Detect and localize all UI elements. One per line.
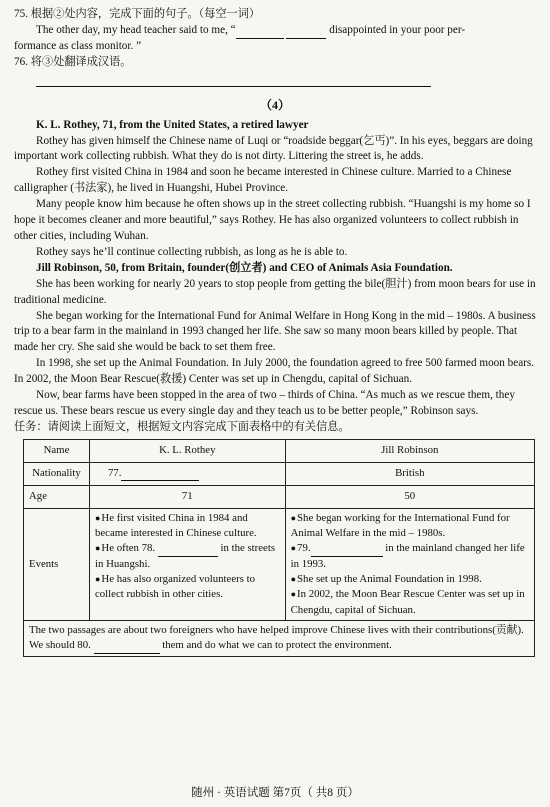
robinson-event-4: ● In 2002, the Moon Bear Rescue Center was set up in Chengdu, capital of Sichuan.: [291, 587, 529, 618]
rothey-heading: K. L. Rothey, 71, from the United States, a retired lawyer: [36, 118, 309, 131]
header-name: Name: [24, 439, 90, 462]
page-footer: 随州 · 英语试题 第7页（ 共8 页）: [191, 786, 359, 799]
q79-number: 79.: [297, 542, 311, 555]
nationality-robinson: British: [285, 462, 534, 485]
robinson-events-cell: [285, 508, 534, 620]
table-row-age: [24, 485, 535, 508]
rothey-paragraph-2: Rothey first visited China in 1984 and soon he became interested in Chinese culture. Married to a Chinese calligrapher (书法家), he lived in Huangshi, Hubei Province.: [14, 166, 512, 195]
robinson-heading: Jill Robinson, 50, from Britain, founder(创立者) and CEO of Animals Asia Foundation.: [36, 261, 453, 274]
summary-text-a: The two passages are about two foreigners who have helped improve Chinese lives with their contributions(贡献). We should 80.: [29, 624, 524, 652]
rothey-event-3: ● He has also organized volunteers to collect rubbish in other cities.: [95, 572, 280, 603]
rothey-event-2: [95, 541, 280, 572]
nationality-label: Nationality: [24, 462, 90, 485]
q78-blank[interactable]: [158, 556, 218, 557]
robinson-paragraph-4: Now, bear farms have been stopped in the area of two – thirds of China. “As much as we rescue them, they rescue us. These bears rescue us every single day and they teach us to be better people,” Robinson says.: [14, 389, 515, 417]
robinson-event-2: [291, 541, 529, 572]
q75-label: 75. 根据②处内容，完成下面的句子。（每空一词）: [14, 8, 261, 20]
events-label: Events: [24, 508, 90, 620]
info-table: [23, 439, 535, 657]
age-label: Age: [24, 485, 90, 508]
age-robinson: 50: [285, 485, 534, 508]
age-rothey: 71: [89, 485, 285, 508]
robinson-event-3: ● She set up the Animal Foundation in 1998.: [291, 572, 529, 587]
robinson-paragraph-1: She has been working for nearly 20 years to stop people from getting the bile(胆汁) from moon bears for use in traditional medicine.: [14, 277, 536, 306]
q75-sentence-b: disappointed in your poor per-: [326, 23, 466, 36]
robinson-paragraph-2: She began working for the International Fund for Animal Welfare in Hong Kong in the mid – 1980s. A business trip to a bear farm in the mainland in 1993 changed her life. She saw so many moon bears killed by people. That made her cry. She said she would be back to set them free.: [14, 309, 536, 354]
table-row-summary: [24, 621, 535, 657]
table-row-header: [24, 439, 535, 462]
nationality-rothey-cell: [89, 462, 285, 485]
q75-sentence: [14, 23, 536, 39]
q80-blank[interactable]: [94, 653, 160, 654]
q77-number: 77.: [107, 467, 122, 480]
q76-answer-line[interactable]: [36, 71, 431, 87]
rothey-events-cell: [89, 508, 285, 620]
table-row-nationality: [24, 462, 535, 485]
summary-text-b: them and do what we can to protect the environment.: [162, 639, 392, 652]
robinson-paragraph-3: In 1998, she set up the Animal Foundation. In July 2000, the foundation agreed to free 500 farmed moon bears. In 2002, the Moon Bear Rescue(救援) Center was set up in Chengdu, capital of Sichuan.: [14, 357, 535, 386]
q77-blank[interactable]: [121, 480, 199, 481]
rothey-event-2-rest: in the streets in Huangshi.: [94, 542, 276, 570]
section-number: （4）: [259, 97, 290, 112]
q79-blank[interactable]: [311, 556, 383, 557]
robinson-event-1: ● She began working for the International Fund for Animal Welfare in the mid – 1980s.: [291, 511, 529, 542]
summary-cell: [24, 621, 535, 657]
rothey-paragraph-4: Rothey says he’ll continue collecting rubbish, as long as he is able to.: [36, 245, 348, 258]
header-robinson: Jill Robinson: [285, 439, 534, 462]
header-rothey: K. L. Rothey: [89, 439, 285, 462]
q75-sentence-c: formance as class monitor. ”: [14, 39, 142, 52]
table-row-events: [24, 508, 535, 620]
rothey-paragraph-3: Many people know him because he often shows up in the street collecting rubbish. “Huangshi is my home so I hope it becomes cleaner and more beautiful,” says Rothey. He has also organized volunteers to collect rubbish in other cities, including Wuhan.: [14, 198, 531, 242]
rothey-paragraph-1: Rothey has given himself the Chinese name of Luqi or “roadside beggar(乞丐)”. In his eyes, beggars are doing important work collecting rubbish. What they do is not dirty. Littering the street is, he adds.: [14, 134, 533, 163]
robinson-event-2-rest: in the mainland changed her life in 1993.: [290, 542, 525, 570]
q75-blank-2[interactable]: [286, 38, 326, 39]
rothey-event-1: ● He first visited China in 1984 and became interested in Chinese culture.: [95, 511, 280, 542]
q78-number: He often 78.: [101, 542, 156, 555]
q76-label: 76. 将③处翻译成汉语。: [14, 55, 132, 68]
q75-blank-1[interactable]: [236, 38, 284, 39]
q75-sentence-a: The other day, my head teacher said to me, “: [36, 23, 236, 36]
task-instruction: 任务：请阅读上面短文，根据短文内容完成下面表格中的有关信息。: [14, 420, 350, 433]
